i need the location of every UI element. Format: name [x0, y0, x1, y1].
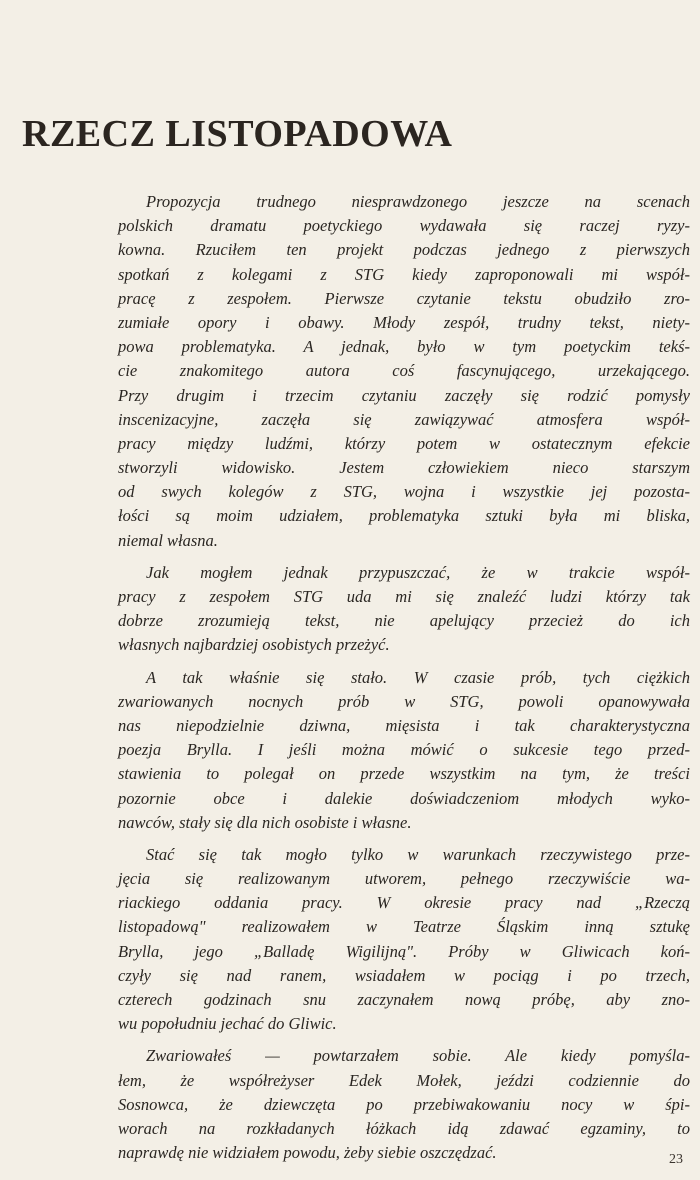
- text-line: polskich dramatu poetyckiego wydawała się raczej ryzy-: [118, 216, 690, 236]
- text-line: A tak właśnie się stało. W czasie prób, tych ciężkich: [146, 667, 690, 687]
- text-line: niemal własna.: [118, 530, 218, 550]
- text-line: pracy z zespołem STG uda mi się znaleźć ludzi którzy tak: [118, 587, 690, 606]
- text-line: Zwariowałeś — powtarzałem sobie. Ale kiedy pomyśla-: [146, 1046, 690, 1066]
- text-line: dobrze zrozumieją tekst, nie apelujący przecież do ich: [118, 611, 690, 631]
- text-line: pracę z zespołem. Pierwsze czytanie tekstu obudziło zro-: [118, 288, 690, 308]
- text-line: nawców, stały się dla nich osobiste i własne.: [118, 812, 412, 832]
- text-line: czterech godzinach snu zaczynałem nową próbę, aby zno-: [118, 990, 690, 1009]
- text-line: pracy między ludźmi, którzy potem w ostatecznym efekcie: [118, 433, 690, 453]
- text-line: pozornie obce i dalekie doświadczeniom młodych wyko-: [118, 788, 690, 808]
- text-line: łem, że współreżyser Edek Mołek, jeździ codziennie do: [118, 1070, 690, 1090]
- text-line: własnych najbardziej osobistych przeżyć.: [118, 635, 390, 655]
- text-line: Brylla, jego „Balladę Wigilijną". Próby w Gliwicach koń-: [118, 941, 690, 961]
- text-line: listopadową" realizowałem w Teatrze Śląskim inną sztukę: [118, 917, 690, 937]
- text-line: Propozycja trudnego niesprawdzonego jeszcze na scenach: [146, 192, 690, 211]
- text-line: cie znakomitego autora coś fascynującego, urzekającego.: [118, 361, 690, 381]
- text-line: kowna. Rzuciłem ten projekt podczas jednego z pierwszych: [118, 240, 690, 260]
- paragraph: [118, 666, 690, 835]
- paragraph: [118, 843, 690, 1037]
- text-line: worach na rozkładanych łóżkach idą zdawać egzaminy, to: [118, 1118, 690, 1138]
- text-line: stawienia to polegał on przede wszystkim na tym, że treści: [118, 764, 690, 784]
- text-line: Jak mogłem jednak przypuszczać, że w trakcie współ-: [146, 562, 690, 582]
- text-line: riackiego oddania pracy. W okresie pracy nad „Rzeczą: [118, 893, 690, 913]
- text-line: naprawdę nie widziałem powodu, żeby siebie oszczędzać.: [118, 1143, 497, 1163]
- paragraph: [118, 561, 690, 658]
- text-line: spotkań z kolegami z STG kiedy zaproponowali mi współ-: [118, 264, 690, 284]
- text-line: łości są moim udziałem, problematyka sztuki była mi bliska,: [118, 506, 690, 526]
- text-line: poezja Brylla. I jeśli można mówić o sukcesie tego przed-: [118, 740, 690, 760]
- text-line: zwariowanych nocnych prób w STG, powoli opanowywała: [118, 691, 690, 711]
- text-line: jęcia się realizowanym utworem, pełnego rzeczywiście wa-: [118, 869, 690, 889]
- text-line: inscenizacyjne, zaczęła się zawiązywać atmosfera współ-: [118, 409, 690, 429]
- text-line: wu popołudniu jechać do Gliwic.: [118, 1014, 337, 1034]
- text-line: powa problematyka. A jednak, było w tym poetyckim tekś-: [118, 337, 690, 357]
- body-text: [118, 190, 690, 1173]
- text-line: Przy drugim i trzecim czytaniu zaczęły się rodzić pomysły: [118, 385, 690, 405]
- paragraph: [118, 1044, 690, 1165]
- page-number: 23: [669, 1152, 683, 1167]
- text-line: zumiałe opory i obawy. Młody zespół, trudny tekst, niety-: [118, 312, 690, 332]
- text-line: nas niepodzielnie dziwna, mięsista i tak charakterystyczna: [118, 715, 690, 735]
- text-line: Stać się tak mogło tylko w warunkach rzeczywistego prze-: [146, 844, 690, 864]
- chapter-title: RZECZ LISTOPADOWA: [22, 113, 453, 155]
- paragraph: [118, 190, 690, 553]
- text-line: Sosnowca, że dziewczęta po przebiwakowaniu nocy w śpi-: [118, 1094, 690, 1114]
- text-line: stworzyli widowisko. Jestem człowiekiem nieco starszym: [118, 458, 690, 478]
- text-line: czyły się nad ranem, wsiadałem w pociąg i po trzech,: [118, 965, 690, 985]
- text-line: od swych kolegów z STG, wojna i wszystkie jej pozosta-: [118, 482, 690, 502]
